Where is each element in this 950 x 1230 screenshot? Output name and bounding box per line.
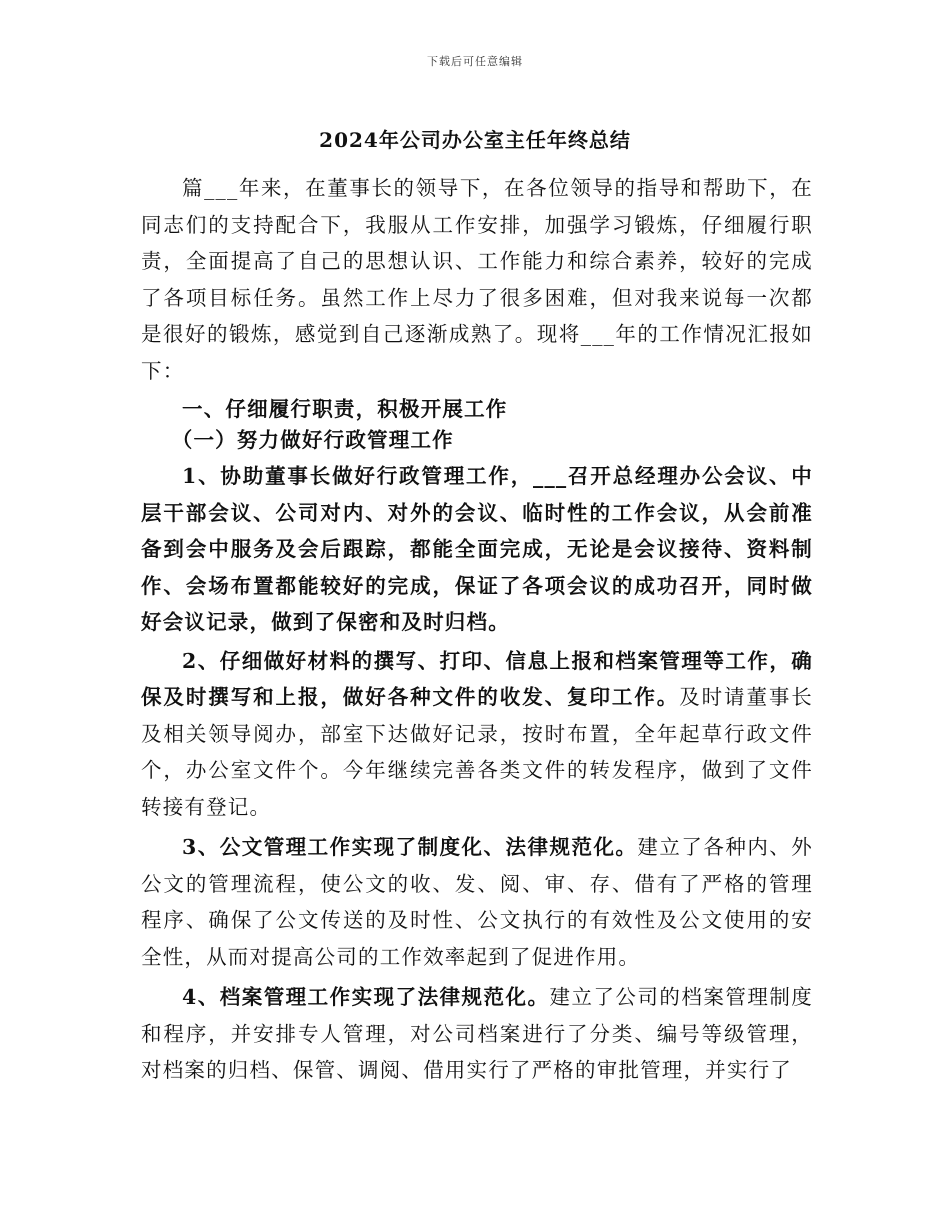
paragraph-item-4 [141, 979, 813, 1089]
item-2-lead: 2、仔细做好材料的撰写、打印、信息上报和档案管理等工作，确保及时撰写和上报，做好各种文件的收发、复印工作。 [141, 648, 813, 709]
paragraph-item-2 [141, 643, 813, 826]
item-4-body: 建立了公司的档案管理制度和程序，并安排专人管理，对公司档案进行了分类、编号等级管理，对档案的归档、保管、调阅、借用实行了严格的审批管理，并实行了 [141, 985, 813, 1082]
item-3-body: 建立了各种内、外公文的管理流程，使公文的收、发、阅、审、存、借有了严格的管理程序、确保了公文传送的及时性、公文执行的有效性及公文使用的安全性，从而对提高公司的工作效率起到了促进作用。 [141, 835, 813, 969]
paragraph-item-1: 1、协助董事长做好行政管理工作，___召开总经理办公会议、中层干部会议、公司对内、对外的会议、临时性的工作会议，从会前准备到会中服务及会后跟踪，都能全面完成，无论是会议接待、资料制作、会场布置都能较好的完成，保证了各项会议的成功召开，同时做好会议记录，做到了保密和及时归档。 [141, 464, 813, 634]
subsection-heading-1: （一）努力做好行政管理工作 [171, 427, 454, 452]
item-2-body: 及时请董事长及相关领导阅办，部室下达做好记录，按时布置，全年起草行政文件个，办公室文件个。今年继续完善各类文件的转发程序，做到了文件转接有登记。 [141, 685, 813, 819]
page-header-note: 下载后可任意编辑 [427, 55, 523, 68]
intro-paragraph: 篇___年来，在董事长的领导下，在各位领导的指导和帮助下，在同志们的支持配合下，我服从工作安排，加强学习锻炼，仔细履行职责，全面提高了自己的思想认识、工作能力和综合素养，较好的完成了各项目标任务。虽然工作上尽力了很多困难，但对我来说每一次都是很好的锻炼，感觉到自己逐渐成熟了。现将___年的工作情况汇报如下： [141, 176, 813, 383]
document-title: 2024年公司办公室主任年终总结 [319, 128, 631, 152]
section-heading-1: 一、仔细履行职责，积极开展工作 [182, 397, 508, 421]
item-4-lead: 4、档案管理工作实现了法律规范化。 [182, 985, 550, 1009]
paragraph-item-3 [141, 829, 813, 975]
document-body [141, 170, 813, 1089]
item-3-lead: 3、公文管理工作实现了制度化、法律规范化。 [182, 835, 638, 859]
